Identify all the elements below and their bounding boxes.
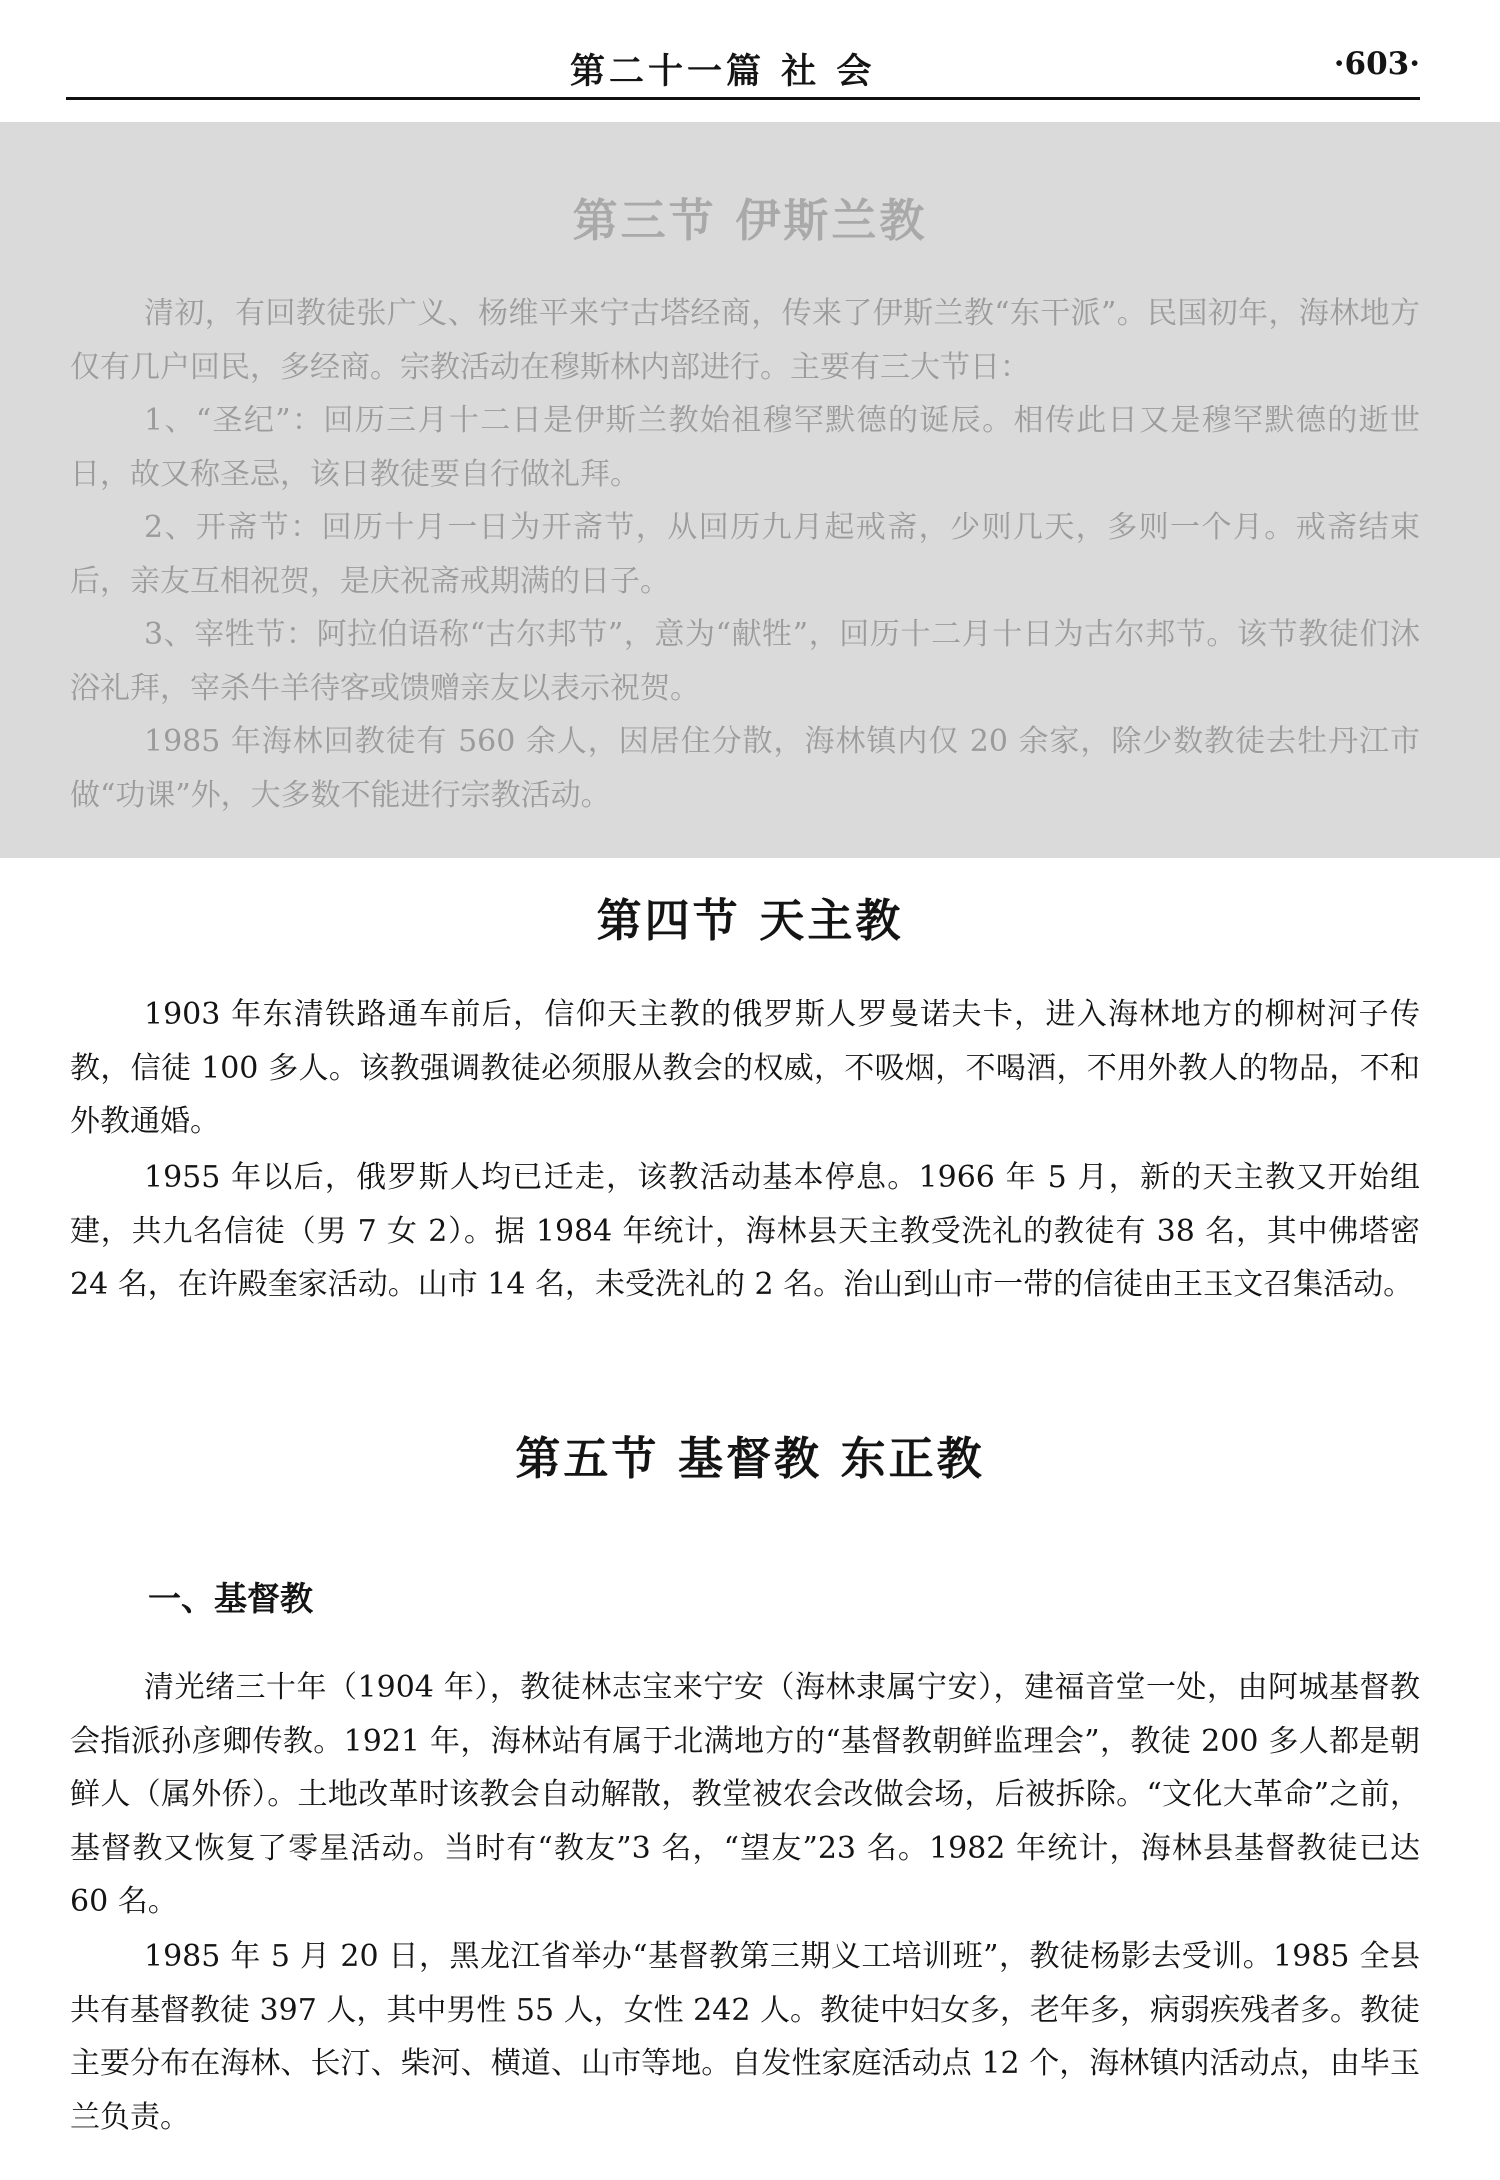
highlighted-section-islam xyxy=(0,122,1500,858)
chapter-title: 第二十一篇 社 会 xyxy=(570,51,876,92)
section-title-catholic: 第四节 天主教 xyxy=(596,894,904,947)
paragraph-islam-festival-1: 1、“圣纪”：回历三月十二日是伊斯兰教始祖穆罕默德的诞辰。相传此日又是穆罕默德的逝世日，故又称圣忌，该日教徒要自行做礼拜。 xyxy=(70,403,1420,492)
running-header xyxy=(66,38,1420,100)
paragraph-catholic-1955: 1955 年以后，俄罗斯人均已迁走，该教活动基本停息。1966 年 5 月，新的天主教又开始组建，共九名信徒（男 7 女 2）。据 1984 年统计，海林县天主教受洗礼的教徒有 38 名，其中佛塔密 24 名，在许殿奎家活动。山市 14 名，未受洗礼的 2 名。治山到山市一带的信徒由王玉文召集活动。 xyxy=(70,1160,1420,1302)
paragraph-christian-1904: 清光绪三十年（1904 年），教徒林志宝来宁安（海林隶属宁安），建福音堂一处，由阿城基督教会指派孙彦卿传教。1921 年，海林站有属于北满地方的“基督教朝鲜监理会”，教徒 200 多人都是朝鲜人（属外侨）。土地改革时该教会自动解散，教堂被农会改做会场，后被拆除。“文化大革命”之前，基督教又恢复了零星活动。当时有“教友”3 名，“望友”23 名。1982 年统计，海林县基督教徒已达 60 名。 xyxy=(70,1670,1420,1919)
paragraph-islam-1985: 1985 年海林回教徒有 560 余人，因居住分散，海林镇内仅 20 余家，除少数教徒去牡丹江市做“功课”外，大多数不能进行宗教活动。 xyxy=(70,724,1420,813)
section-title-islam: 第三节 伊斯兰教 xyxy=(572,194,928,247)
page-number: ·603· xyxy=(1333,46,1420,82)
paragraph-christian-1985: 1985 年 5 月 20 日，黑龙江省举办“基督教第三期义工培训班”，教徒杨影去受训。1985 全县共有基督教徒 397 人，其中男性 55 人，女性 242 人。教徒中妇女多，老年多，病弱疾残者多。教徒主要分布在海林、长汀、柴河、横道、山市等地。自发性家庭活动点 12 个，海林镇内活动点，由毕玉兰负责。 xyxy=(70,1939,1420,2135)
paragraph-islam-intro: 清初，有回教徒张广义、杨维平来宁古塔经商，传来了伊斯兰教“东干派”。民国初年，海林地方仅有几户回民，多经商。宗教活动在穆斯林内部进行。主要有三大节日： xyxy=(70,296,1420,385)
subsection-title-christianity: 一、基督教 xyxy=(148,1579,313,1618)
section-title-christian-orthodox: 第五节 基督教 东正教 xyxy=(515,1432,985,1485)
paragraph-islam-festival-3: 3、宰牲节：阿拉伯语称“古尔邦节”，意为“献牲”，回历十二月十日为古尔邦节。该节教徒们沐浴礼拜，宰杀牛羊待客或馈赠亲友以表示祝贺。 xyxy=(70,617,1420,706)
header-rule xyxy=(66,97,1420,100)
paragraph-catholic-1903: 1903 年东清铁路通车前后，信仰天主教的俄罗斯人罗曼诺夫卡，进入海林地方的柳树河子传教，信徒 100 多人。该教强调教徒必须服从教会的权威，不吸烟，不喝酒，不用外教人的物品，不和外教通婚。 xyxy=(70,997,1420,1139)
paragraph-islam-festival-2: 2、开斋节：回历十月一日为开斋节，从回历九月起戒斋，少则几天，多则一个月。戒斋结束后，亲友互相祝贺，是庆祝斋戒期满的日子。 xyxy=(70,510,1420,599)
